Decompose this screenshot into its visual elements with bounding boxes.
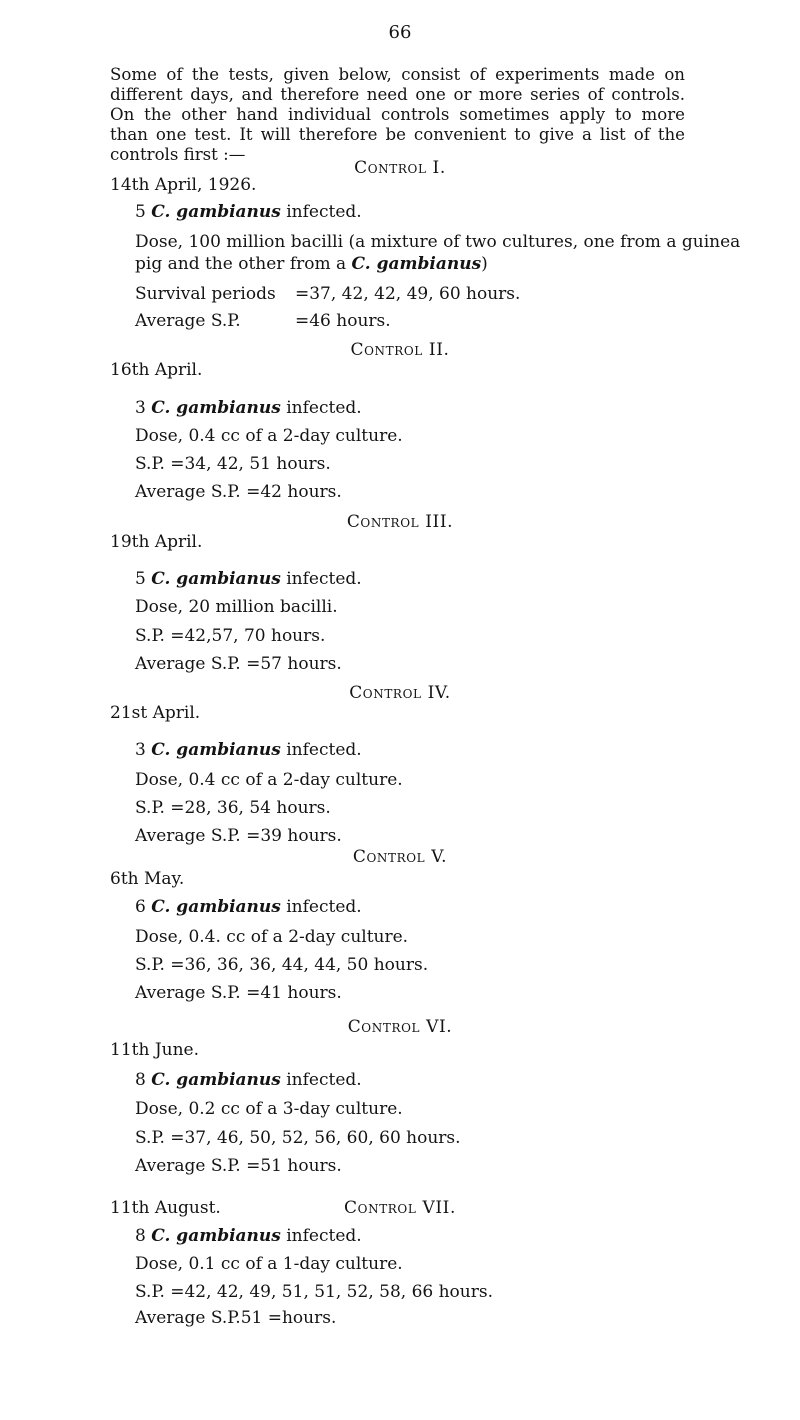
infected-line: 6 C. gambianus infected.: [135, 897, 362, 917]
species-name: C. gambianus: [151, 897, 281, 917]
species-name: C. gambianus: [151, 202, 281, 222]
control-date: 11th August.: [110, 1198, 221, 1218]
control-heading: Control VI.: [347, 1017, 453, 1037]
intro-paragraph: Some of the tests, given below, consist of experiments made on different days, and therefore need one or more series of controls. On the other hand individual controls sometimes apply to more than one test. It will therefore be convenient to give a list of the controls first :—: [110, 65, 685, 164]
control-heading: Control I.: [354, 158, 446, 178]
average-line: Average S.P. =42 hours.: [135, 482, 342, 502]
control-date: 19th April.: [110, 532, 203, 552]
dose-line-continued: pig and the other from a C. gambianus): [135, 254, 488, 274]
dose-line: Dose, 0.4 cc of a 2-day culture.: [135, 770, 403, 790]
dose-line: Dose, 0.4 cc of a 2-day culture.: [135, 426, 403, 446]
control-heading: Control VII.: [344, 1198, 456, 1218]
dose-line: Dose, 0.1 cc of a 1-day culture.: [135, 1254, 403, 1274]
infected-line: 8 C. gambianus infected.: [135, 1070, 362, 1090]
control-heading: Control V.: [352, 847, 448, 867]
control-date: 21st April.: [110, 703, 201, 723]
infected-line: 3 C. gambianus infected.: [135, 398, 362, 418]
species-name: C. gambianus: [151, 1226, 281, 1246]
species-name: C. gambianus: [151, 398, 281, 418]
control-heading: Control III.: [346, 512, 454, 532]
survival-periods-line: S.P. =37, 46, 50, 52, 56, 60, 60 hours.: [135, 1128, 461, 1148]
control-date: 11th June.: [110, 1040, 199, 1060]
infected-line: 3 C. gambianus infected.: [135, 740, 362, 760]
infected-line: 5 C. gambianus infected.: [135, 202, 362, 222]
control-date: 6th May.: [110, 869, 185, 889]
survival-periods-line: S.P. =28, 36, 54 hours.: [135, 798, 331, 818]
species-name: C. gambianus: [151, 1070, 281, 1090]
infected-line: 8 C. gambianus infected.: [135, 1226, 362, 1246]
average-line: Average S.P. =39 hours.: [135, 826, 342, 846]
survival-periods-line: Survival periods =37, 42, 42, 49, 60 hours.: [135, 284, 521, 304]
species-name: C. gambianus: [151, 569, 281, 589]
species-name: C. gambianus: [351, 254, 482, 274]
control-heading: Control IV.: [349, 683, 451, 703]
control-date: 14th April, 1926.: [110, 175, 257, 195]
survival-periods-line: S.P. =42, 42, 49, 51, 51, 52, 58, 66 hours.: [135, 1282, 493, 1302]
average-line: Average S.P. =51 hours.: [135, 1156, 342, 1176]
dose-line: Dose, 20 million bacilli.: [135, 597, 338, 617]
species-name: C. gambianus: [151, 740, 281, 760]
dose-line: Dose, 0.2 cc of a 3-day culture.: [135, 1099, 403, 1119]
dose-line: Dose, 100 million bacilli (a mixture of two cultures, one from a guinea: [135, 232, 741, 252]
dose-line: Dose, 0.4. cc of a 2-day culture.: [135, 927, 409, 947]
average-line: Average S.P. =41 hours.: [135, 983, 342, 1003]
survival-periods-line: S.P. =34, 42, 51 hours.: [135, 454, 331, 474]
infected-line: 5 C. gambianus infected.: [135, 569, 362, 589]
survival-periods-line: S.P. =42,57, 70 hours.: [135, 626, 326, 646]
average-line: Average S.P. =46 hours.: [135, 311, 391, 331]
average-line: Average S.P.51 =hours.: [135, 1308, 337, 1328]
average-line: Average S.P. =57 hours.: [135, 654, 342, 674]
survival-periods-line: S.P. =36, 36, 36, 44, 44, 50 hours.: [135, 955, 429, 975]
page-number: 66: [388, 22, 412, 43]
control-date: 16th April.: [110, 360, 203, 380]
control-heading: Control II.: [350, 340, 450, 360]
